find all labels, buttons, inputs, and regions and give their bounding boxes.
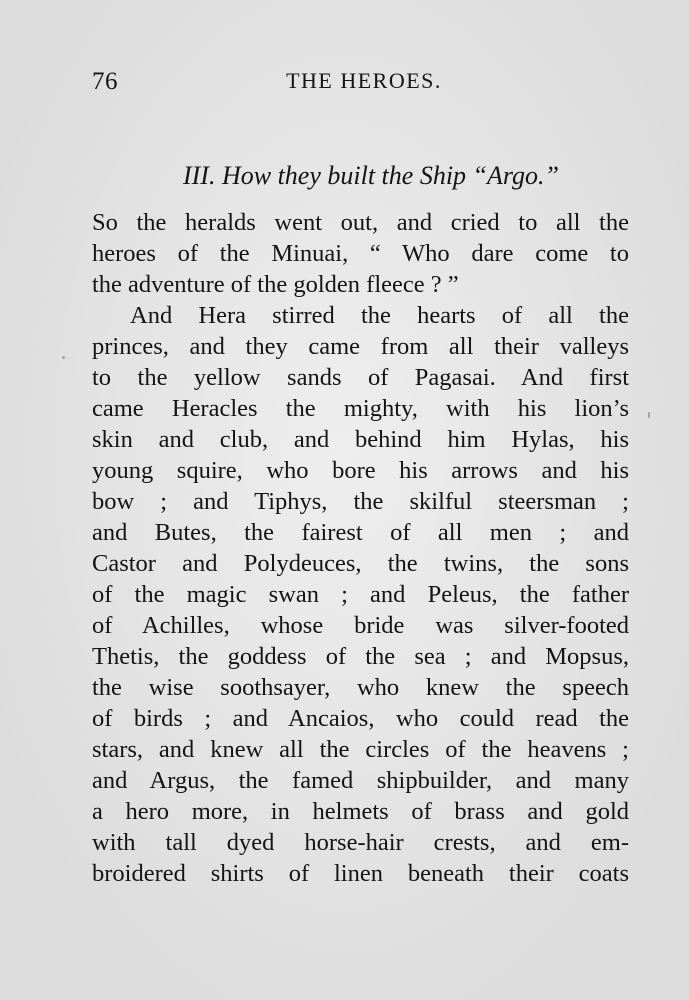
text-line: and Argus, the famed shipbuilder, and many [92,767,629,794]
text-line: heroes of the Minuai, “ Who dare come to [92,240,629,267]
text-line: and Butes, the fairest of all men ; and [92,519,629,546]
paper-speck [648,412,650,418]
text-line: And Hera stirred the hearts of all the [130,302,629,329]
text-line: skin and club, and behind him Hylas, his [92,426,629,453]
text-line: a hero more, in helmets of brass and gold [92,798,629,825]
text-line: young squire, who bore his arrows and his [92,457,629,484]
running-title: THE HEROES. [286,68,442,93]
text-line: princes, and they came from all their valleys [92,333,629,360]
text-line: to the yellow sands of Pagasai. And first [92,364,629,391]
text-line: of Achilles, whose bride was silver-footed [92,612,629,639]
text-line: broidered shirts of linen beneath their coats [92,860,629,887]
text-line: with tall dyed horse-hair crests, and em- [92,829,629,856]
text-line: the wise soothsayer, who knew the speech [92,674,629,701]
page-number: 76 [92,68,118,95]
running-head [92,68,630,102]
text-line: So the heralds went out, and cried to all the [92,209,629,236]
text-line: bow ; and Tiphys, the skilful steersman ; [92,488,629,515]
text-line: Thetis, the goddess of the sea ; and Mopsus, [92,643,629,670]
paper-speck [62,356,65,359]
text-line: stars, and knew all the circles of the heavens ; [92,736,629,763]
body-text [92,207,629,889]
text-line: of the magic swan ; and Peleus, the father [92,581,629,608]
text-line: came Heracles the mighty, with his lion’s [92,395,629,422]
text-line: Castor and Polydeuces, the twins, the sons [92,550,629,577]
chapter-heading: III. How they built the Ship “Argo.” [182,161,559,190]
text-line: the adventure of the golden fleece ? ” [92,271,459,298]
text-line: of birds ; and Ancaios, who could read the [92,705,629,732]
